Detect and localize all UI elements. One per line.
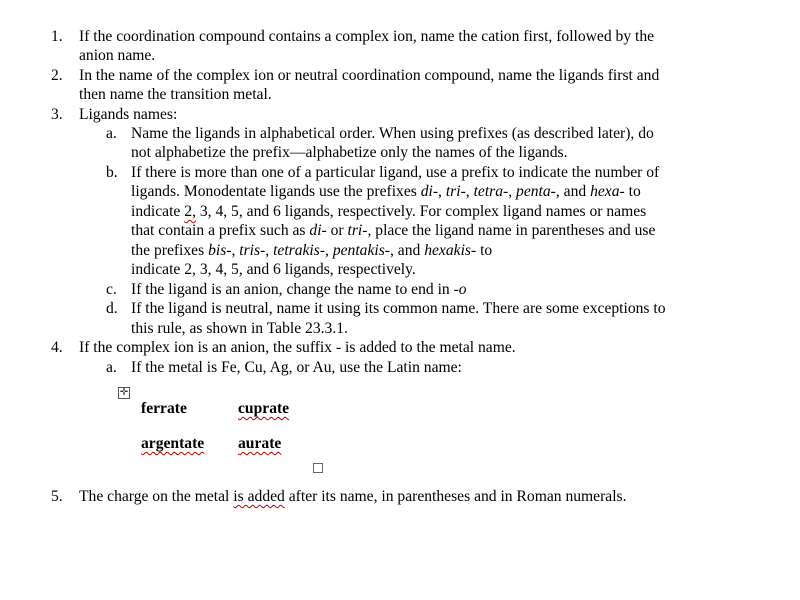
sublist-letter: c.: [106, 281, 117, 298]
separator: , and: [390, 242, 425, 259]
separator: ,: [508, 183, 517, 200]
separator: ,: [265, 242, 274, 259]
text-run: If the ligand is an anion, change the name to end in -: [131, 281, 459, 298]
list-item-text: [79, 487, 627, 506]
prefix-pentakis: pentakis-: [332, 242, 390, 259]
list-number: 2.: [51, 67, 63, 84]
table-end-marker: [313, 463, 323, 473]
text-run: to: [476, 242, 493, 259]
table-cell: cuprate: [238, 400, 290, 417]
sublist-item-text: If there is more than one of a particular ligand, use a prefix to indicate the number of: [131, 164, 660, 181]
list-number: 5.: [51, 488, 63, 505]
prefix-tri: tri-: [445, 183, 466, 200]
table-cell: ferrate: [141, 400, 187, 417]
sublist-item-text: [131, 221, 655, 240]
sublist-item-text: [131, 202, 646, 221]
list-item-text: then name the transition metal.: [79, 86, 272, 103]
prefix-tetrakis: tetrakis-: [273, 242, 326, 259]
list-item-text: If the coordination compound contains a complex ion, name the cation first, followed by the: [79, 28, 655, 45]
separator: ,: [231, 242, 240, 259]
sublist-item-text: [131, 182, 641, 201]
text-run: indicate: [131, 203, 185, 220]
separator: ,: [438, 183, 446, 200]
prefix-hexa: hexa-: [590, 183, 625, 200]
sublist-item-text: Name the ligands in alphabetical order. When using prefixes (as described later), do: [131, 125, 654, 142]
prefix-bis: bis-: [208, 242, 232, 259]
sublist-item-text: indicate 2, 3, 4, 5, and 6 ligands, respectively.: [131, 261, 416, 278]
suffix-o: o: [458, 281, 467, 298]
list-number: 3.: [51, 106, 63, 123]
sublist-item-text: this rule, as shown in Table 23.3.1.: [131, 320, 348, 337]
list-item-text: Ligands names:: [79, 106, 178, 123]
grammar-flag: is added: [233, 488, 285, 505]
prefix-tris: tris-: [239, 242, 266, 259]
sublist-item-text: not alphabetize the prefix—alphabetize only the names of the ligands.: [131, 144, 568, 161]
list-item-text: anion name.: [79, 47, 156, 64]
prefix-tetra: tetra-: [473, 183, 509, 200]
text-run: 3, 4, 5, and 6 ligands, respectively. For complex ligand names or names: [195, 203, 647, 220]
table-cell: argentate: [141, 435, 205, 452]
sublist-item-text: [131, 241, 492, 260]
table-move-icon[interactable]: ✛: [119, 387, 129, 398]
sublist-letter: b.: [106, 164, 118, 181]
text-run: that contain a prefix such as: [131, 222, 310, 239]
sublist-letter: d.: [106, 300, 118, 317]
list-number: 4.: [51, 339, 63, 356]
text-run: , place the ligand name in parentheses and use: [367, 222, 656, 239]
prefix-di: di-: [420, 183, 439, 200]
text-run: or: [326, 222, 348, 239]
sublist-letter: a.: [106, 125, 117, 142]
separator: ,: [325, 242, 333, 259]
text-run: The charge on the metal: [79, 488, 234, 505]
list-number: 1.: [51, 28, 63, 45]
separator: ,: [465, 183, 474, 200]
separator: , and: [555, 183, 591, 200]
text-run: after its name, in parentheses and in Roman numerals.: [284, 488, 627, 505]
sublist-letter: a.: [106, 359, 117, 376]
list-item-text: If the complex ion is an anion, the suffix - is added to the metal name.: [79, 339, 516, 356]
table-cell: aurate: [238, 435, 282, 452]
list-item-text: In the name of the complex ion or neutral coordination compound, name the ligands first and: [79, 67, 660, 84]
sublist-item-text: [131, 280, 467, 299]
sublist-item-text: If the metal is Fe, Cu, Ag, or Au, use the Latin name:: [131, 359, 462, 376]
prefix-tri: tri-: [347, 222, 368, 239]
prefix-hexakis: hexakis-: [424, 242, 477, 259]
sublist-item-text: If the ligand is neutral, name it using its common name. There are some exceptions to: [131, 300, 666, 317]
prefix-di: di-: [309, 222, 327, 239]
spelling-flag: 2,: [184, 203, 196, 220]
text-run: ligands. Monodentate ligands use the prefixes: [131, 183, 421, 200]
text-run: to: [624, 183, 641, 200]
prefix-penta: penta-: [516, 183, 556, 200]
text-run: the prefixes: [131, 242, 209, 259]
